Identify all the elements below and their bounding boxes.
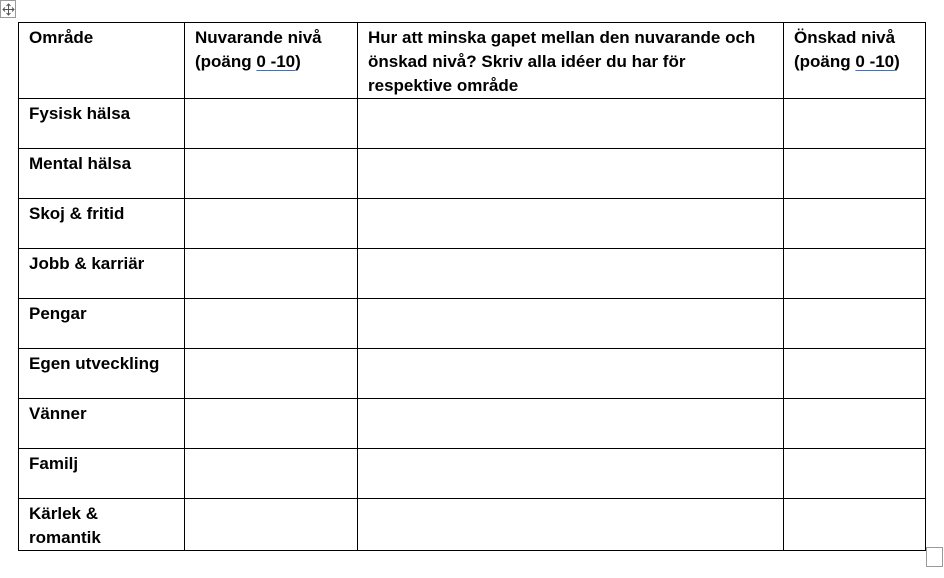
area-cell[interactable]: Fysisk hälsa bbox=[19, 99, 185, 149]
goals-table bbox=[18, 22, 926, 551]
score-suffix: ) bbox=[295, 52, 301, 71]
table-row bbox=[19, 299, 926, 349]
current-level-cell[interactable] bbox=[185, 349, 358, 399]
area-cell[interactable]: Familj bbox=[19, 449, 185, 499]
desired-level-cell[interactable] bbox=[784, 149, 926, 199]
header-area[interactable] bbox=[19, 23, 185, 99]
header-area-label: Område bbox=[29, 28, 94, 47]
area-cell[interactable]: Pengar bbox=[19, 299, 185, 349]
score-prefix: (poäng bbox=[794, 52, 856, 71]
header-desired-level[interactable] bbox=[784, 23, 926, 99]
table-resize-handle[interactable] bbox=[926, 547, 943, 567]
current-level-cell[interactable] bbox=[185, 249, 358, 299]
ideas-cell[interactable] bbox=[358, 349, 784, 399]
table-move-handle[interactable] bbox=[0, 0, 16, 18]
ideas-cell[interactable] bbox=[358, 499, 784, 551]
area-cell[interactable]: Egen utveckling bbox=[19, 349, 185, 399]
table-row bbox=[19, 449, 926, 499]
area-cell[interactable]: Kärlek & romantik bbox=[19, 499, 185, 551]
header-current-level[interactable] bbox=[185, 23, 358, 99]
score-suffix: ) bbox=[894, 52, 900, 71]
table-row bbox=[19, 499, 926, 551]
desired-level-cell[interactable] bbox=[784, 349, 926, 399]
current-level-cell[interactable] bbox=[185, 449, 358, 499]
desired-level-cell[interactable] bbox=[784, 249, 926, 299]
desired-level-cell[interactable] bbox=[784, 299, 926, 349]
header-current-level-label: Nuvarande nivå bbox=[195, 28, 322, 47]
area-cell[interactable]: Vänner bbox=[19, 399, 185, 449]
ideas-cell[interactable] bbox=[358, 399, 784, 449]
desired-level-cell[interactable] bbox=[784, 449, 926, 499]
ideas-cell[interactable] bbox=[358, 99, 784, 149]
ideas-cell[interactable] bbox=[358, 199, 784, 249]
current-level-cell[interactable] bbox=[185, 299, 358, 349]
table-row bbox=[19, 199, 926, 249]
table-row bbox=[19, 99, 926, 149]
table-row bbox=[19, 249, 926, 299]
table-row bbox=[19, 399, 926, 449]
move-arrows-icon bbox=[2, 3, 15, 16]
header-gap-ideas-label: Hur att minska gapet mellan den nuvarande och önskad nivå? Skriv alla idéer du har för respektive område bbox=[368, 28, 756, 95]
ideas-cell[interactable] bbox=[358, 299, 784, 349]
area-cell[interactable]: Jobb & karriär bbox=[19, 249, 185, 299]
current-level-cell[interactable] bbox=[185, 199, 358, 249]
table-row bbox=[19, 149, 926, 199]
desired-level-cell[interactable] bbox=[784, 199, 926, 249]
table-row bbox=[19, 349, 926, 399]
header-row bbox=[19, 23, 926, 99]
ideas-cell[interactable] bbox=[358, 149, 784, 199]
desired-level-cell[interactable] bbox=[784, 99, 926, 149]
header-gap-ideas[interactable] bbox=[358, 23, 784, 99]
desired-level-cell[interactable] bbox=[784, 399, 926, 449]
ideas-cell[interactable] bbox=[358, 249, 784, 299]
current-level-cell[interactable] bbox=[185, 399, 358, 449]
area-cell[interactable]: Mental hälsa bbox=[19, 149, 185, 199]
current-level-cell[interactable] bbox=[185, 499, 358, 551]
score-prefix: (poäng bbox=[195, 52, 257, 71]
score-range: 0 -10 bbox=[855, 52, 895, 71]
header-desired-level-label: Önskad nivå bbox=[794, 28, 896, 47]
current-level-cell[interactable] bbox=[185, 99, 358, 149]
ideas-cell[interactable] bbox=[358, 449, 784, 499]
current-level-cell[interactable] bbox=[185, 149, 358, 199]
score-range: 0 -10 bbox=[256, 52, 296, 71]
desired-level-cell[interactable] bbox=[784, 499, 926, 551]
area-cell[interactable]: Skoj & fritid bbox=[19, 199, 185, 249]
